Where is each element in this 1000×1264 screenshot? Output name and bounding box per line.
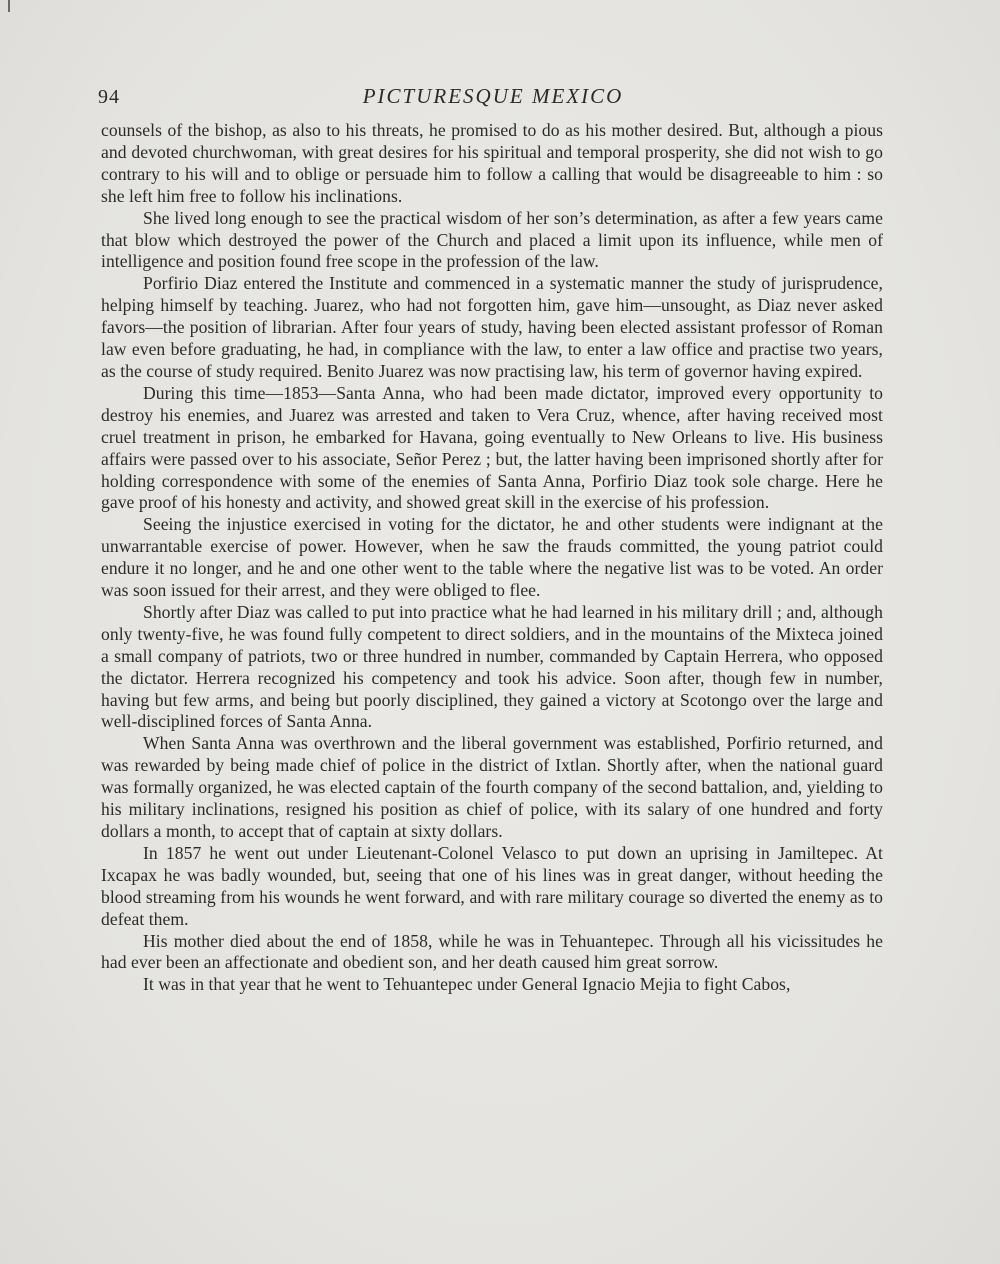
page-number: 94	[98, 86, 120, 108]
running-title: PICTURESQUE MEXICO	[362, 84, 624, 108]
paragraph-8: In 1857 he went out under Lieutenant-Colonel Velasco to put down an uprising in Jamiltepec. At Ixcapax he was badly wounded, but, seeing that one of his lines was in great danger, without heeding the blood streaming from his wounds he went forward, and with rare military courage so diverted the enemy as to defeat them.	[101, 842, 883, 929]
paragraph-1: counsels of the bishop, as also to his threats, he promised to do as his mother desired. But, although a pious and devoted churchwoman, with great desires for his spiritual and temporal prosperity, she did not wish to go contrary to his will and to oblige or persuade him to follow a calling that would be disagreeable to him : so she left him free to follow his inclinations.	[101, 120, 883, 206]
page-header	[98, 84, 888, 114]
body-text	[101, 120, 883, 996]
paragraph-10: It was in that year that he went to Tehuantepec under General Ignacio Mejia to fight Cabos,	[143, 974, 791, 995]
paragraph-3: Porfirio Diaz entered the Institute and commenced in a systematic manner the study of jurisprudence, helping himself by teaching. Juarez, who had not forgotten him, gave him—unsought, as Diaz never asked favors—the position of librarian. After four years of study, having been elected assistant professor of Roman law even before graduating, he had, in compliance with the law, to enter a law office and practise two years, as the course of study required. Benito Juarez was now practising law, his term of governor having expired.	[101, 273, 883, 381]
paragraph-4: During this time—1853—Santa Anna, who had been made dictator, improved every opportunity to destroy his enemies, and Juarez was arrested and taken to Vera Cruz, whence, after having received most cruel treatment in prison, he embarked for Havana, going eventually to New Orleans to live. His business affairs were passed over to his associate, Señor Perez ; but, the latter having been imprisoned shortly after for holding correspondence with some of the enemies of Santa Anna, Porfirio Diaz took sole charge. Here he gave proof of his honesty and activity, and showed great skill in the exercise of his profession.	[101, 382, 883, 513]
paragraph-7: When Santa Anna was overthrown and the liberal government was established, Porfirio returned, and was rewarded by being made chief of police in the district of Ixtlan. Shortly after, when the national guard was formally organized, he was elected captain of the fourth company of the second battalion, and, yielding to his military inclinations, resigned his position as chief of police, with its salary of one hundred and forty dollars a month, to accept that of captain at sixty dollars.	[101, 733, 883, 841]
scan-edge-mark	[8, 0, 10, 12]
paragraph-2: She lived long enough to see the practical wisdom of her son’s determination, as after a few years came that blow which destroyed the power of the Church and placed a limit upon its influence, while men of intelligence and position found free scope in the profession of the law.	[101, 207, 883, 272]
paragraph-9: His mother died about the end of 1858, while he was in Tehuantepec. Through all his vicissitudes he had ever been an affectionate and obedient son, and her death caused him great sorrow.	[101, 930, 883, 973]
paragraph-6: Shortly after Diaz was called to put into practice what he had learned in his military drill ; and, although only twenty-five, he was found fully competent to direct soldiers, and in the mountains of the Mixteca joined a small company of patriots, two or three hundred in number, commanded by Captain Herrera, who opposed the dictator. Herrera recognized his competency and took his advice. Soon after, though few in number, having but few arms, and being but poorly disciplined, they gained a victory at Scotongo over the large and well-disciplined forces of Santa Anna.	[101, 601, 883, 732]
paragraph-5: Seeing the injustice exercised in voting for the dictator, he and other students were indignant at the unwarrantable exercise of power. However, when he saw the frauds committed, the young patriot could endure it no longer, and he and one other went to the table where the negative list was to be voted. An order was soon issued for their arrest, and they were obliged to flee.	[101, 514, 883, 601]
